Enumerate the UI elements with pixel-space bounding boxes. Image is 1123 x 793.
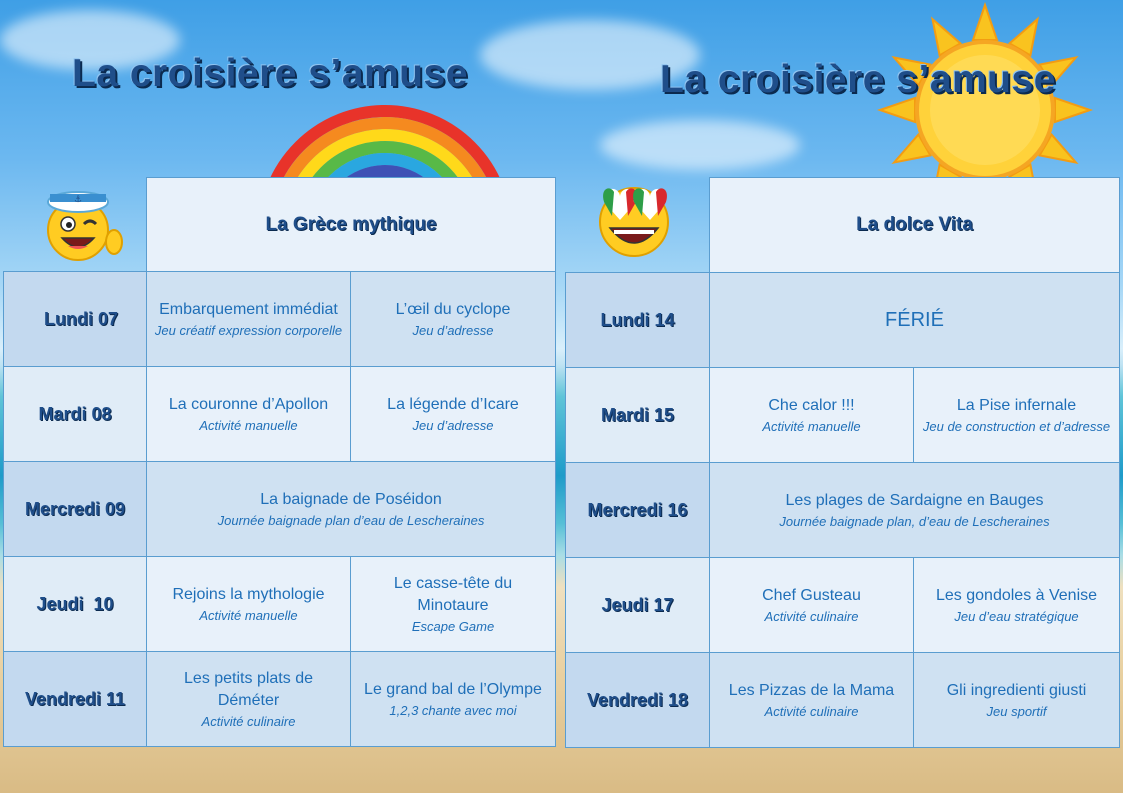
activity-cell: [351, 557, 556, 652]
cloud: [600, 120, 800, 170]
activity-title: L’œil du cyclope: [395, 300, 511, 318]
activity-type: Activité culinaire: [201, 713, 296, 729]
theme-header: La Grèce mythique: [147, 178, 556, 272]
activity-title: Les petits plats de Déméter: [184, 669, 313, 709]
activity-cell: [351, 652, 556, 747]
day-label: Jeudi 10: [4, 557, 147, 652]
activity-title: Les Pizzas de la Mama: [728, 681, 895, 699]
page-title-right: La croisière s’amuse: [660, 58, 1056, 101]
activity-title: Les plages de Sardaigne en Bauges: [785, 491, 1044, 509]
schedule-table-right: [565, 177, 1120, 748]
schedule-table-left: [3, 177, 556, 747]
activity-type: Jeu d’eau stratégique: [954, 608, 1079, 624]
day-label: Mardi 15: [566, 368, 710, 463]
activity-type: Jeu créatif expression corporelle: [154, 322, 343, 338]
activity-title: Che calor !!!: [768, 396, 855, 414]
day-label: Lundi 14: [566, 273, 710, 368]
activity-type: 1,2,3 chante avec moi: [389, 702, 517, 718]
activity-cell: [351, 367, 556, 462]
activity-type: Activité manuelle: [762, 418, 861, 434]
activity-type: Activité culinaire: [764, 703, 859, 719]
activity-type: Jeu de construction et d’adresse: [922, 418, 1111, 434]
activity-title: La Pise infernale: [956, 396, 1077, 414]
activity-cell: [147, 462, 556, 557]
activity-cell: [710, 558, 914, 653]
page-title-left: La croisière s’amuse: [72, 52, 468, 95]
activity-cell: [710, 368, 914, 463]
day-label: Vendredi 11: [4, 652, 147, 747]
activity-title: Les gondoles à Venise: [936, 586, 1098, 604]
day-label: Lundi 07: [4, 272, 147, 367]
svg-text:⚓: ⚓: [74, 195, 83, 205]
activity-cell: [914, 558, 1120, 653]
theme-header: La dolce Vita: [710, 178, 1120, 273]
activity-cell: [914, 368, 1120, 463]
activity-title: Le casse-tête du Minotaure: [393, 574, 513, 614]
day-label: Vendredi 18: [566, 653, 710, 748]
activity-title: Rejoins la mythologie: [172, 585, 325, 603]
activity-type: Jeu sportif: [986, 703, 1047, 719]
table-corner: [4, 178, 147, 272]
activity-type: Journée baignade plan d’eau de Lescheraines: [217, 512, 485, 528]
activity-type: Activité culinaire: [764, 608, 859, 624]
activity-type: Escape Game: [411, 618, 495, 634]
activity-cell: [710, 273, 1120, 368]
day-label: Jeudi 17: [566, 558, 710, 653]
day-label: Mercredi 09: [4, 462, 147, 557]
activity-type: Jeu d’adresse: [412, 322, 494, 338]
activity-title: Le grand bal de l’Olympe: [364, 680, 542, 698]
activity-cell: [914, 653, 1120, 748]
activity-type: Journée baignade plan, d’eau de Lescheraines: [779, 513, 1050, 529]
activity-type: Activité manuelle: [199, 607, 298, 623]
activity-title: La baignade de Poséidon: [260, 490, 442, 508]
activity-title: Gli ingredienti giusti: [946, 681, 1087, 699]
activity-cell: [147, 557, 351, 652]
activity-cell: [351, 272, 556, 367]
activity-title: Chef Gusteau: [762, 586, 861, 604]
day-label: Mardi 08: [4, 367, 147, 462]
table-corner: [566, 178, 710, 273]
activity-cell: [710, 463, 1120, 558]
day-label: Mercredi 16: [566, 463, 710, 558]
activity-cell: [147, 652, 351, 747]
activity-type: Activité manuelle: [199, 417, 298, 433]
activity-title: FÉRIÉ: [885, 309, 944, 331]
activity-title: La légende d’Icare: [387, 395, 519, 413]
activity-cell: [147, 272, 351, 367]
activity-cell: [147, 367, 351, 462]
activity-type: Jeu d’adresse: [412, 417, 494, 433]
activity-title: Embarquement immédiat: [159, 300, 338, 318]
activity-title: La couronne d’Apollon: [168, 395, 329, 413]
activity-cell: [710, 653, 914, 748]
